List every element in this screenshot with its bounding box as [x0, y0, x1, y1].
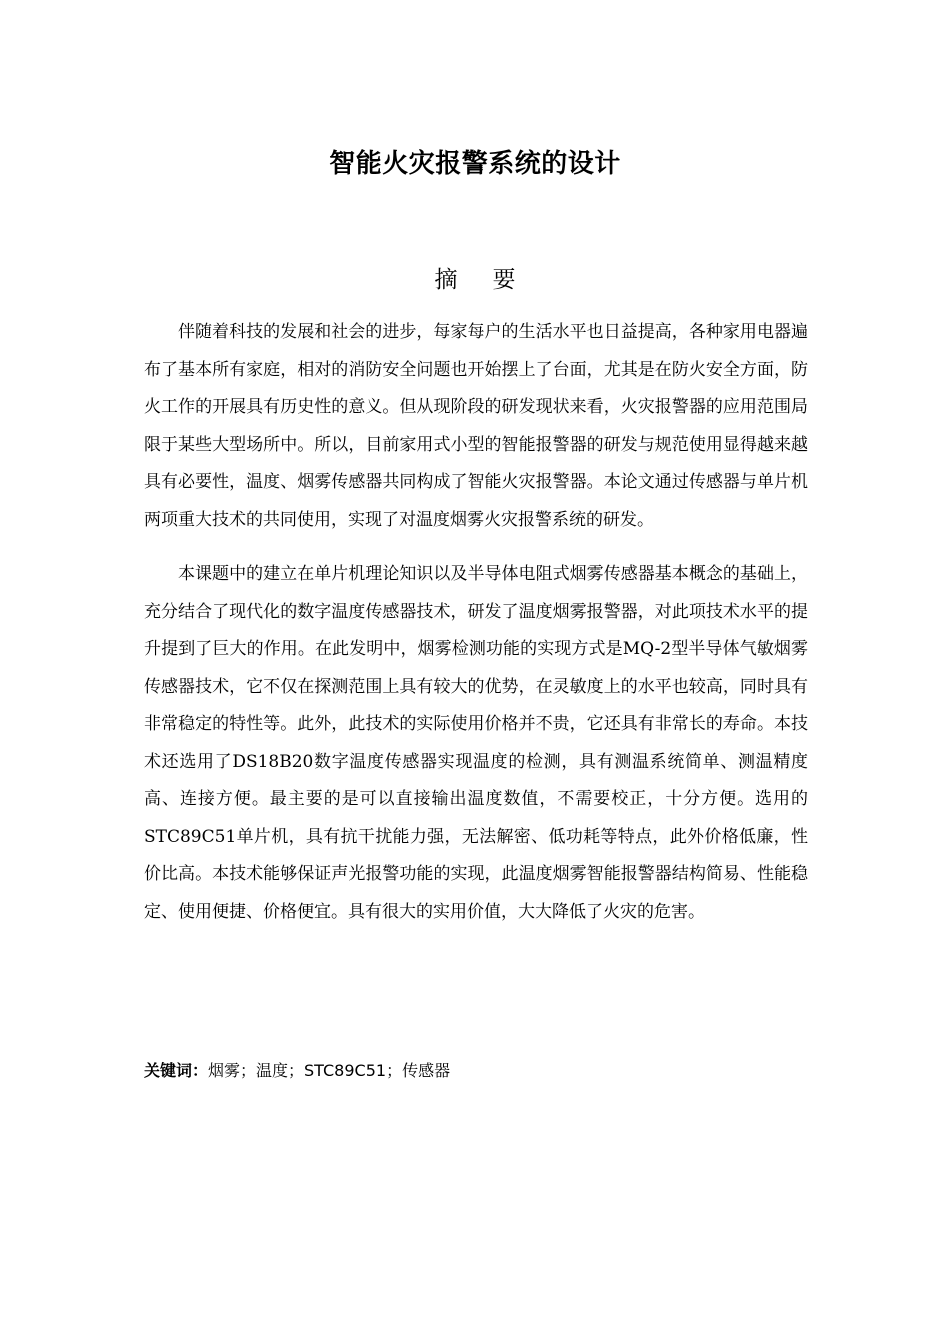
keywords-line — [144, 1056, 808, 1086]
abstract-body — [144, 314, 808, 931]
keywords-text: 烟雾；温度；STC89C51；传感器 — [208, 1061, 451, 1080]
abstract-heading: 摘 要 — [434, 267, 530, 293]
document-title: 智能火灾报警系统的设计 — [329, 149, 621, 179]
abstract-paragraph-1: 伴随着科技的发展和社会的进步，每家每户的生活水平也日益提高，各种家用电器遍布了基本所有家庭，相对的消防安全问题也开始摆上了台面，尤其是在防火安全方面，防火工作的开展具有历史性的意义。但从现阶段的研发现状来看，火灾报警器的应用范围局限于某些大型场所中。所以，目前家用式小型的智能报警器的研发与规范使用显得越来越具有必要性，温度、烟雾传感器共同构成了智能火灾报警器。本论文通过传感器与单片机两项重大技术的共同使用，实现了对温度烟雾火灾报警系统的研发。 — [144, 322, 808, 530]
keywords-label: 关键词： — [144, 1061, 209, 1080]
abstract-paragraph-2: 本课题中的建立在单片机理论知识以及半导体电阻式烟雾传感器基本概念的基础上，充分结合了现代化的数字温度传感器技术，研发了温度烟雾报警器，对此项技术水平的提升提到了巨大的作用。在此发明中，烟雾检测功能的实现方式是MQ-2型半导体气敏烟雾传感器技术，它不仅在探测范围上具有较大的优势，在灵敏度上的水平也较高，同时具有非常稳定的特性等。此外，此技术的实际使用价格并不贵，它还具有非常长的寿命。本技术还选用了DS18B20数字温度传感器实现温度的检测，具有测温系统简单、测温精度高、连接方便。最主要的是可以直接输出温度数值，不需要校正，十分方便。选用的STC89C51单片机，具有抗干扰能力强，无法解密、低功耗等特点，此外价格低廉，性价比高。本技术能够保证声光报警功能的实现，此温度烟雾智能报警器结构简易、性能稳定、使用便捷、价格便宜。具有很大的实用价值，大大降低了火灾的危害。 — [144, 564, 808, 922]
